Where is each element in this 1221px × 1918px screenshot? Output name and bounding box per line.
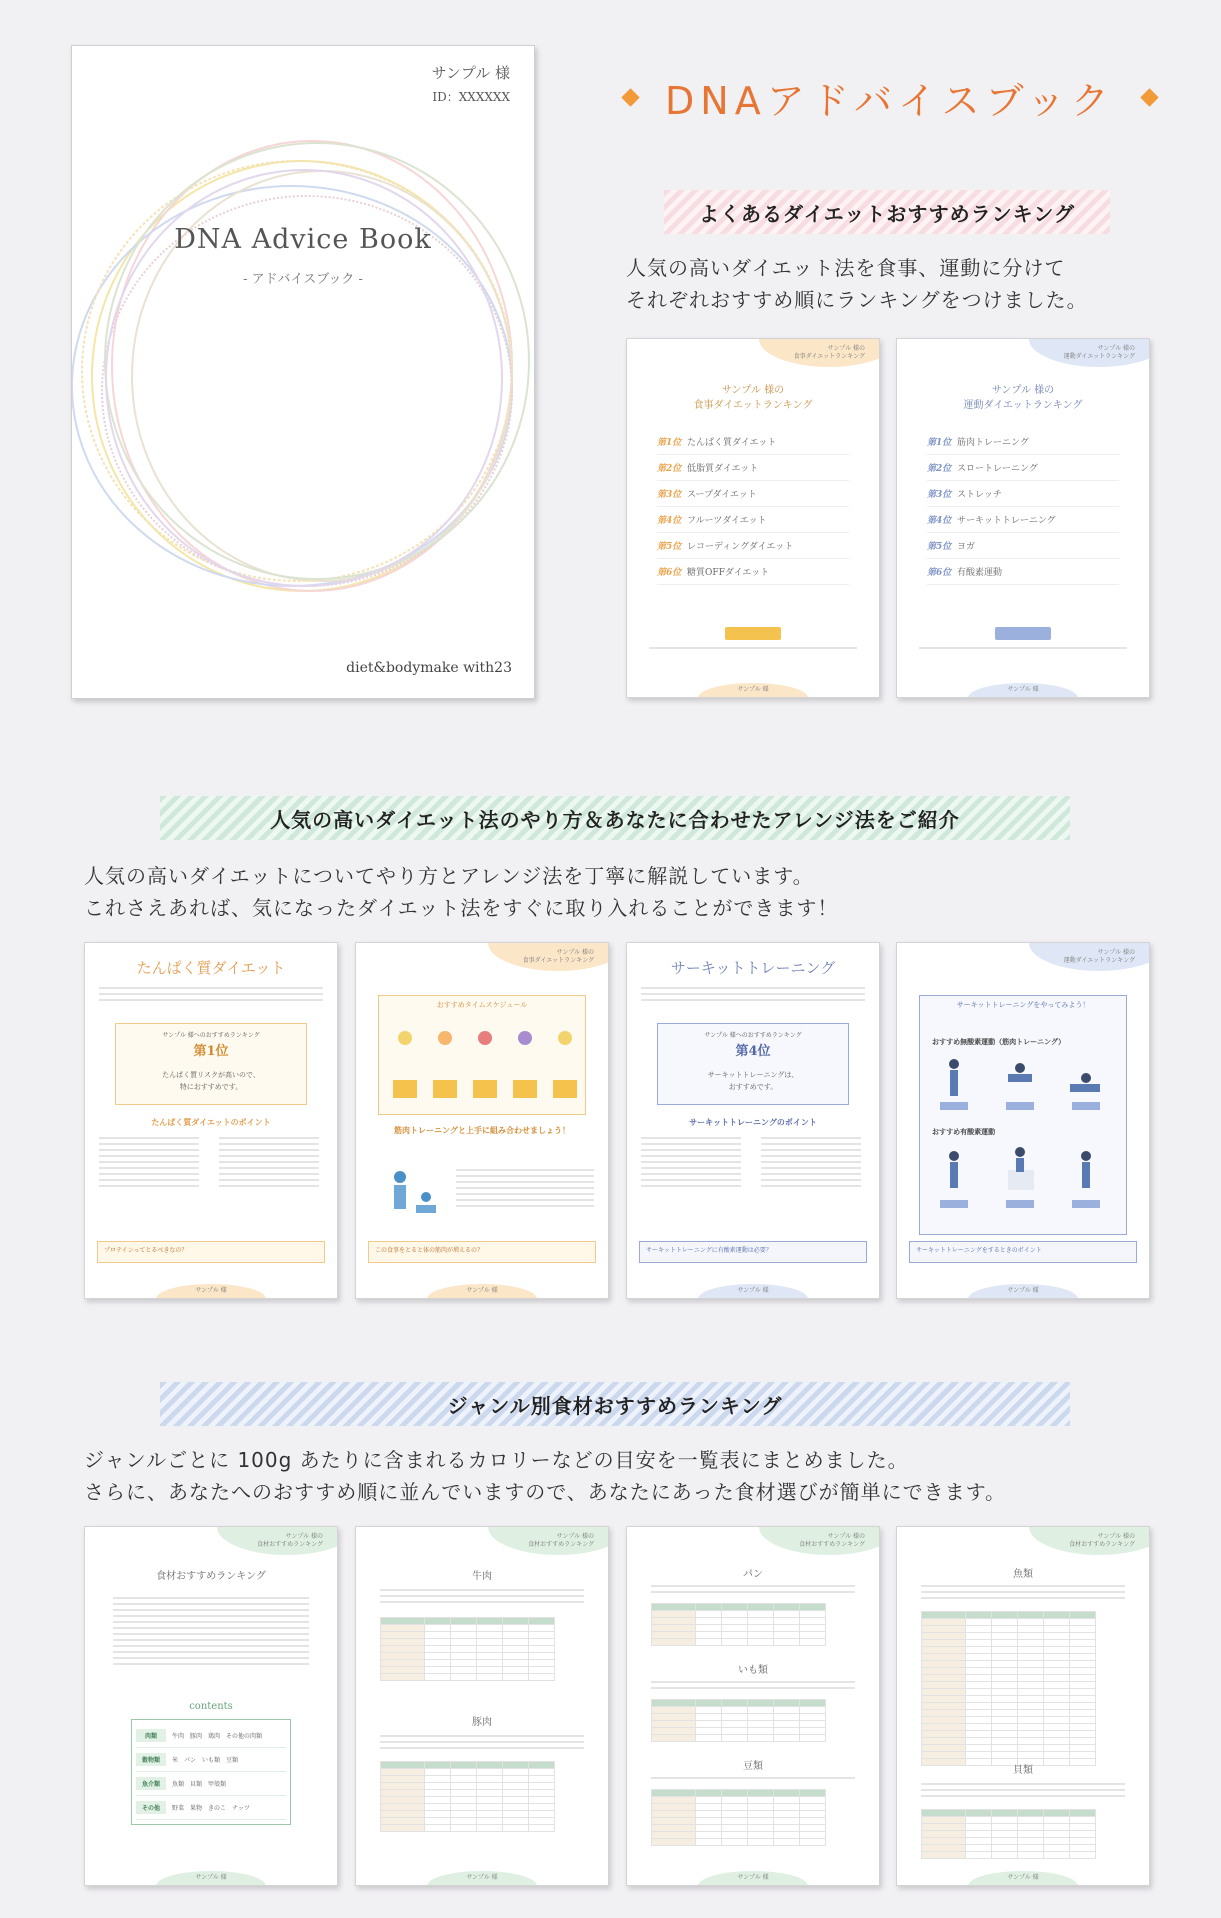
circuit-training-title: サーキットトレーニング <box>670 959 836 977</box>
section2-desc-line1: 人気の高いダイエットについてやり方とアレンジ法を丁寧に解説しています。 <box>84 864 814 888</box>
exercise-ranking-list <box>927 429 1119 585</box>
contents-row <box>136 1772 286 1796</box>
exercise-box-title: サーキットトレーニングをやってみよう！ <box>956 1001 1090 1009</box>
rank-name: フルーツダイエット <box>687 516 767 526</box>
page-text-lines <box>99 987 323 1005</box>
cover-customer-id: ID：XXXXXX <box>432 90 510 104</box>
rank-name: スープダイエット <box>687 490 757 500</box>
page-footer: サンプル 様 <box>1007 686 1039 693</box>
page-footer: サンプル 様 <box>195 1287 227 1294</box>
diamond-icon <box>1140 88 1158 106</box>
section2-desc-line2: これさえあれば、気になったダイエット法をすぐに取り入れることができます！ <box>84 896 839 920</box>
contents-row-label: 穀物類 <box>136 1753 166 1766</box>
page-tab-text: サンプル 様の 運動ダイエットランキング <box>1063 949 1135 964</box>
section1-description <box>626 252 1186 316</box>
page-footer: サンプル 様 <box>466 1287 498 1294</box>
ranking-item <box>927 533 1119 559</box>
box-rank: 第4位 <box>735 1044 771 1059</box>
food-ranking-button[interactable] <box>725 627 781 640</box>
rank-name: 低脂質ダイエット <box>687 464 759 474</box>
schedule-title: おすすめタイムスケジュール <box>436 1001 528 1009</box>
page-text-lines <box>641 987 865 1005</box>
food-table <box>651 1789 826 1846</box>
rank-name: たんぱく質ダイエット <box>687 438 777 448</box>
page-text-lines <box>649 647 857 653</box>
page-tab-text: サンプル 様の 食材おすすめランキング <box>528 1533 594 1548</box>
page-footer: サンプル 様 <box>466 1874 498 1881</box>
exercise-illustration <box>380 1167 440 1227</box>
cover-page <box>71 45 535 699</box>
contents-row-items: 米 パン いも類 豆類 <box>172 1757 239 1764</box>
aerobic-heading: おすすめ有酸素運動 <box>932 1127 996 1136</box>
rank-badge: 第1位 <box>927 438 952 448</box>
page-tab-text: サンプル 様の 食事ダイエットランキング <box>793 345 865 360</box>
box-line: たんぱく質リスクが高いので、 <box>162 1071 260 1079</box>
section3-desc-line1: ジャンルごとに 100g あたりに含まれるカロリーなどの目安を一覧表にまとめました。 <box>84 1448 909 1472</box>
contents-row-items: 牛肉 豚肉 鶏肉 その他の肉類 <box>172 1733 263 1740</box>
ranking-item <box>657 507 849 533</box>
section1-desc-line1: 人気の高いダイエット法を食事、運動に分けて <box>626 256 1066 280</box>
rank-badge: 第4位 <box>657 516 682 526</box>
seafood-page <box>896 1526 1150 1886</box>
food-index-title: 食材おすすめランキング <box>156 1571 266 1582</box>
page-tab-text: サンプル 様の 運動ダイエットランキング <box>1063 345 1135 360</box>
exercise-ranking-page <box>896 338 1150 698</box>
page-tab-text: サンプル 様の 食材おすすめランキング <box>799 1533 865 1548</box>
rank-name: ヨガ <box>957 542 976 552</box>
contents-row-label: 肉類 <box>136 1729 166 1742</box>
ranking-item <box>927 429 1119 455</box>
aerobic-illustrations <box>920 1144 1128 1214</box>
contents-row <box>136 1724 286 1748</box>
rank-name: ストレッチ <box>957 490 1002 500</box>
food-table <box>921 1611 1096 1766</box>
grain-page-title2: いも類 <box>738 1665 768 1676</box>
food-index-page <box>84 1526 338 1886</box>
cover-rings-graphic <box>72 46 535 699</box>
page-text-lines <box>919 647 1127 653</box>
box-line: サーキットトレーニングは、 <box>707 1071 799 1079</box>
page-tab-text: サンプル 様の 食事ダイエットランキング <box>522 949 594 964</box>
point-heading: サーキットトレーニングのポイント <box>689 1118 817 1127</box>
recommendation-box <box>115 1023 307 1105</box>
meat-page-title2: 豚肉 <box>472 1717 492 1728</box>
page-text-lines <box>113 1597 309 1669</box>
page-footer: サンプル 様 <box>737 1287 769 1294</box>
rank-name: 糖質OFFダイエット <box>687 568 770 578</box>
schedule-box <box>378 995 586 1115</box>
section2-description <box>84 860 1184 924</box>
rank-badge: 第5位 <box>657 542 682 552</box>
page-footer: サンプル 様 <box>737 1874 769 1881</box>
page-footer: サンプル 様 <box>1007 1874 1039 1881</box>
question-bar: サーキットトレーニングをするときのポイント <box>909 1241 1137 1263</box>
meat-page <box>355 1526 609 1886</box>
diamond-icon <box>621 88 639 106</box>
section3-description <box>84 1444 1204 1508</box>
food-ranking-page <box>626 338 880 698</box>
page-text-lines <box>456 1169 594 1211</box>
box-rank: 第1位 <box>193 1044 229 1059</box>
meat-page-title1: 牛肉 <box>472 1571 492 1582</box>
food-table <box>651 1699 826 1742</box>
cover-customer-name: サンプル 様 <box>431 64 510 82</box>
anaerobic-heading: おすすめ無酸素運動（筋肉トレーニング） <box>932 1037 1066 1046</box>
page-footer: サンプル 様 <box>737 686 769 693</box>
page-footer: サンプル 様 <box>195 1874 227 1881</box>
rank-name: 有酸素運動 <box>957 568 1003 578</box>
grain-page-title1: パン <box>743 1569 763 1580</box>
cover-title: DNA Advice Book <box>174 224 432 255</box>
grain-page-title3: 豆類 <box>743 1761 763 1772</box>
food-table <box>651 1603 826 1646</box>
seafood-page-title1: 魚類 <box>1013 1569 1033 1580</box>
cover-footer: diet&bodymake with23 <box>346 660 512 676</box>
exercise-ranking-title-line2: 運動ダイエットランキング <box>963 400 1083 411</box>
page-text-lines <box>641 1137 741 1191</box>
page-text-lines <box>219 1137 319 1191</box>
contents-row-label: 魚介類 <box>136 1777 166 1790</box>
page-text-lines <box>651 1585 855 1597</box>
anaerobic-illustrations <box>920 1054 1128 1114</box>
page-tab-text: サンプル 様の 食材おすすめランキング <box>257 1533 323 1548</box>
contents-label: contents <box>189 1701 233 1712</box>
contents-row <box>136 1796 286 1820</box>
page-tab-text: サンプル 様の 食材おすすめランキング <box>1069 1533 1135 1548</box>
box-line: 特におすすめです。 <box>179 1083 243 1091</box>
section2-heading: 人気の高いダイエット法のやり方＆あなたに合わせたアレンジ法をご紹介 <box>160 796 1070 840</box>
rank-badge: 第4位 <box>927 516 952 526</box>
page-text-lines <box>99 1137 199 1191</box>
circuit-exercise-page <box>896 942 1150 1299</box>
contents-row-label: その他 <box>136 1801 166 1814</box>
contents-table <box>131 1719 291 1825</box>
main-title-text: DNAアドバイスブック <box>665 78 1115 123</box>
rank-name: レコーディングダイエット <box>687 542 794 552</box>
protein-diet-page <box>84 942 338 1299</box>
page-text-lines <box>921 1585 1125 1603</box>
section1-heading: よくあるダイエットおすすめランキング <box>664 190 1110 234</box>
question-bar: サーキットトレーニングに有酸素運動は必要？ <box>639 1241 867 1263</box>
rank-badge: 第3位 <box>657 490 682 500</box>
ranking-item <box>657 455 849 481</box>
rank-badge: 第2位 <box>657 464 682 474</box>
ranking-item <box>657 429 849 455</box>
ranking-item <box>927 559 1119 585</box>
seafood-page-title2: 貝類 <box>1013 1765 1033 1776</box>
rank-badge: 第3位 <box>927 490 952 500</box>
ranking-item <box>927 507 1119 533</box>
grain-page <box>626 1526 880 1886</box>
box-caption: サンプル 様へのおすすめランキング <box>162 1032 260 1039</box>
ranking-item <box>927 455 1119 481</box>
ranking-item <box>657 481 849 507</box>
protein-diet-title: たんぱく質ダイエット <box>136 959 286 977</box>
cover-subtitle: - アドバイスブック - <box>243 272 363 287</box>
rank-badge: 第6位 <box>657 568 682 578</box>
section3-heading: ジャンル別食材おすすめランキング <box>160 1382 1070 1426</box>
rank-name: サーキットトレーニング <box>957 516 1056 526</box>
rank-badge: 第5位 <box>927 542 952 552</box>
exercise-ranking-title-line1: サンプル 様の <box>991 385 1055 396</box>
food-ranking-title <box>627 383 879 413</box>
question-bar: プロテインってとるべきなの？ <box>97 1241 325 1263</box>
circuit-training-page <box>626 942 880 1299</box>
recommendation-box <box>657 1023 849 1105</box>
schedule-mid-heading: 筋肉トレーニングと上手に組み合わせましょう！ <box>394 1126 570 1135</box>
page-text-lines <box>380 1589 584 1607</box>
page-text-lines <box>921 1783 1125 1801</box>
page-footer: サンプル 様 <box>1007 1287 1039 1294</box>
page-text-lines <box>651 1777 855 1783</box>
contents-row <box>136 1748 286 1772</box>
time-schedule-page <box>355 942 609 1299</box>
ranking-item <box>657 533 849 559</box>
point-heading: たんぱく質ダイエットのポイント <box>151 1118 271 1127</box>
rank-badge: 第2位 <box>927 464 952 474</box>
ranking-item <box>657 559 849 585</box>
rank-badge: 第6位 <box>927 568 952 578</box>
page-text-lines <box>380 1735 584 1753</box>
page-text-lines <box>761 1137 861 1191</box>
box-caption: サンプル 様へのおすすめランキング <box>704 1032 802 1039</box>
ranking-item <box>927 481 1119 507</box>
section3-desc-line2: さらに、あなたへのおすすめ順に並んでいますので、あなたにあった食材選びが簡単にできます。 <box>84 1480 1006 1504</box>
exercise-box <box>919 995 1127 1235</box>
food-table <box>921 1809 1096 1859</box>
rank-name: スロートレーニング <box>957 464 1038 474</box>
schedule-graphic <box>379 1016 587 1112</box>
food-table <box>380 1617 555 1681</box>
food-ranking-title-line2: 食事ダイエットランキング <box>693 400 813 411</box>
main-title <box>600 72 1180 122</box>
exercise-ranking-title <box>897 383 1149 413</box>
rank-badge: 第1位 <box>657 438 682 448</box>
contents-row-items: 魚類 貝類 甲殻類 <box>172 1781 227 1788</box>
page-text-lines <box>651 1681 855 1693</box>
box-line: おすすめです。 <box>728 1083 778 1091</box>
rank-name: 筋肉トレーニング <box>957 438 1029 448</box>
food-ranking-list <box>657 429 849 585</box>
food-ranking-title-line1: サンプル 様の <box>721 385 785 396</box>
section1-desc-line2: それぞれおすすめ順にランキングをつけました。 <box>626 288 1088 312</box>
exercise-ranking-button[interactable] <box>995 627 1051 640</box>
food-table <box>380 1761 555 1832</box>
contents-row-items: 野菜 果物 きのこ ナッツ <box>172 1805 250 1812</box>
question-bar: この食事をとると体の筋肉が増えるの？ <box>368 1241 596 1263</box>
